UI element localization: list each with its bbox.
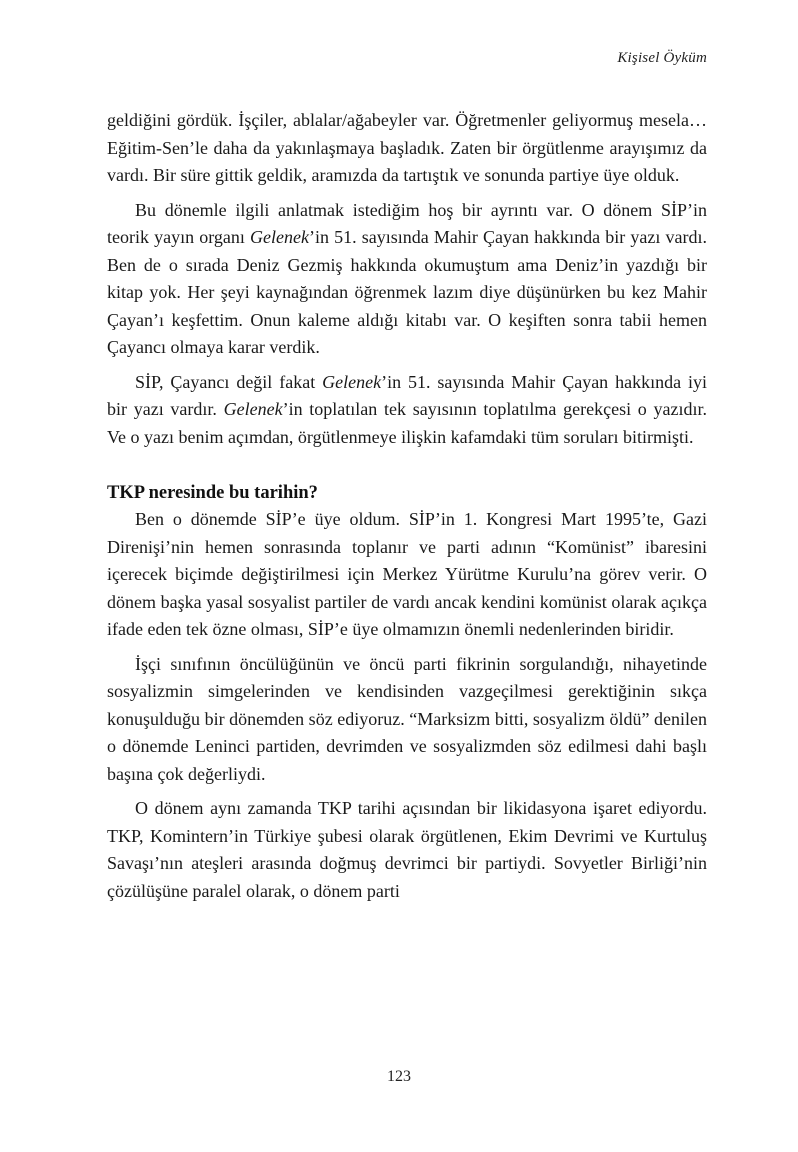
- text-run: geldiğini gördük. İşçiler, ablalar/ağabeyler var. Öğretmenler geliyormuş mesela… Eğitim-Sen’le daha da yakınlaşmaya başladık. Zaten bir örgütlenme arayışımız da vardı. Bir süre gittik geldik, aramızda da tartıştık ve sonunda partiye üye olduk.: [107, 110, 707, 185]
- text-run: O dönem aynı zamanda TKP tarihi açısından bir likidasyona işaret ediyordu. TKP, Komintern’in Türkiye şubesi olarak örgütlenen, Ekim Devrimi ve Kurtuluş Savaşı’nın ateşleri arasında doğmuş devrimci bir partiydi. Sovyetler Birliği’nin çözülüşüne paralel olarak, o dönem parti: [107, 798, 707, 901]
- page-body: [107, 107, 707, 905]
- text-run: SİP, Çayancı değil fakat: [135, 371, 323, 392]
- italic-text-run: Gelenek: [223, 399, 283, 419]
- running-header: Kişisel Öyküm: [617, 50, 707, 66]
- paragraph: [107, 795, 707, 905]
- text-run: ’in 51. sayısında Mahir Çayan hakkında bir yazı vardı. Ben de o sırada Deniz Gezmiş hakkında okumuştum ama Deniz’in yazdığı bir kitap yok. Her şeyi kaynağından öğrenmek lazım diye düşünürken bu kez Mahir Çayan’ı keşfettim. Onun kaleme aldığı kitabı var. O keşiften sonra tabii hemen Çayancı olmaya karar verdik.: [107, 227, 707, 357]
- paragraph: [107, 651, 707, 789]
- paragraph: [107, 506, 707, 644]
- italic-text-run: Gelenek: [250, 227, 310, 247]
- italic-text-run: Gelenek: [322, 371, 382, 392]
- text-run: Bu dönemle ilgili anlatmak istediğim hoş bir ayrıntı var. O dönem SİP’in teorik yayın organı: [107, 199, 707, 247]
- text-run: İşçi sınıfının öncülüğünün ve öncü parti fikrinin sorgulandığı, nihayetinde sosyalizmin simgelerinden ve kendisinden vazgeçilmesi gerektiğinin sıkça konuşulduğu bir dönemden söz ediyoruz. “Marksizm bitti, sosyalizm öldü” denilen o dönemde Leninci partiden, devrimden ve sosyalizmden söz edilmesi dahi başlı başına çok değerliydi.: [107, 653, 707, 784]
- paragraph: [107, 197, 707, 362]
- paragraph: [107, 369, 707, 452]
- page-number: 123: [387, 1068, 411, 1085]
- text-run: ’in toplatılan tek sayısının toplatılma gerekçesi o yazıdır. Ve o yazı benim açımdan, örgütlenmeye ilişkin kafamdaki tüm soruları bitirmişti.: [107, 399, 707, 447]
- text-run: ’in 51. sayısında Mahir Çayan hakkında iyi bir yazı vardır.: [107, 371, 707, 419]
- text-run: Ben o dönemde SİP’e üye oldum. SİP’in 1. Kongresi Mart 1995’te, Gazi Direnişi’nin hemen sonrasında toplanır ve parti adının “Komünist” ibaresini içerecek biçimde değiştirilmesi için Merkez Yürütme Kurulu’na görev verir. O dönem başka yasal sosyalist partiler de vardı ancak kendini komünist olarak açıkça ifade eden tek özne olması, SİP’e üye olmamızın önemli nedenlerinden biridir.: [107, 509, 707, 639]
- section-heading: TKP neresinde bu tarihin?: [107, 483, 318, 503]
- paragraph: [107, 107, 707, 190]
